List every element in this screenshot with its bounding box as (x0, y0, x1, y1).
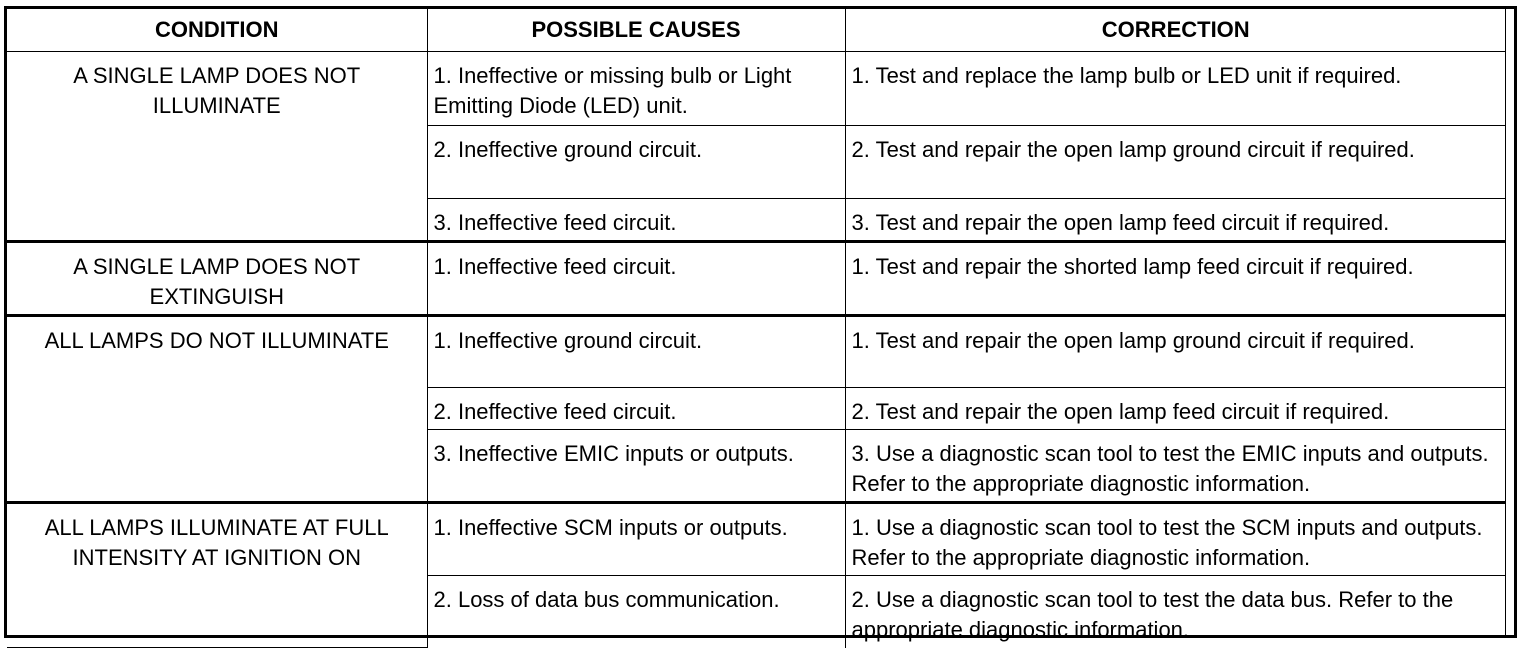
cause-cell: 1. Ineffective ground circuit. (427, 316, 845, 388)
cause-cell: 1. Ineffective or missing bulb or Light Emitting Diode (LED) unit. (427, 52, 845, 126)
cause-cell: 1. Ineffective SCM inputs or outputs. (427, 503, 845, 576)
correction-cell: 2. Use a diagnostic scan tool to test the data bus. Refer to the appropriate diagnostic information. (845, 576, 1506, 648)
condition-cell: A SINGLE LAMP DOES NOT EXTINGUISH (7, 242, 427, 316)
cause-cell: 3. Ineffective EMIC inputs or outputs. (427, 430, 845, 503)
cause-cell: 2. Ineffective feed circuit. (427, 388, 845, 430)
table-row (7, 52, 1506, 126)
table-header-row (7, 9, 1506, 52)
condition-cell: A SINGLE LAMP DOES NOT ILLUMINATE (7, 52, 427, 242)
correction-cell: 1. Use a diagnostic scan tool to test the SCM inputs and outputs. Refer to the appropriate diagnostic information. (845, 503, 1506, 576)
cause-cell: 2. Ineffective ground circuit. (427, 126, 845, 199)
condition-cell: ALL LAMPS DO NOT ILLUMINATE (7, 316, 427, 503)
table-row (7, 316, 1506, 388)
correction-cell: 1. Test and repair the open lamp ground circuit if required. (845, 316, 1506, 388)
header-correction: CORRECTION (845, 9, 1506, 52)
table-row (7, 242, 1506, 316)
correction-cell: 2. Test and repair the open lamp feed circuit if required. (845, 388, 1506, 430)
right-margin-strip (1505, 6, 1517, 638)
cause-cell: 2. Loss of data bus communication. (427, 576, 845, 648)
correction-cell: 2. Test and repair the open lamp ground circuit if required. (845, 126, 1506, 199)
condition-cell: ALL LAMPS ILLUMINATE AT FULL INTENSITY AT IGNITION ON (7, 503, 427, 648)
header-possible-causes: POSSIBLE CAUSES (427, 9, 845, 52)
diagnostic-table (7, 9, 1506, 648)
cause-cell: 1. Ineffective feed circuit. (427, 242, 845, 316)
header-condition: CONDITION (7, 9, 427, 52)
correction-cell: 1. Test and replace the lamp bulb or LED unit if required. (845, 52, 1506, 126)
correction-cell: 3. Use a diagnostic scan tool to test the EMIC inputs and outputs. Refer to the appropriate diagnostic information. (845, 430, 1506, 503)
table-row (7, 503, 1506, 576)
diagnostic-table-frame (4, 6, 1506, 642)
correction-cell: 3. Test and repair the open lamp feed circuit if required. (845, 199, 1506, 242)
cause-cell: 3. Ineffective feed circuit. (427, 199, 845, 242)
correction-cell: 1. Test and repair the shorted lamp feed circuit if required. (845, 242, 1506, 316)
